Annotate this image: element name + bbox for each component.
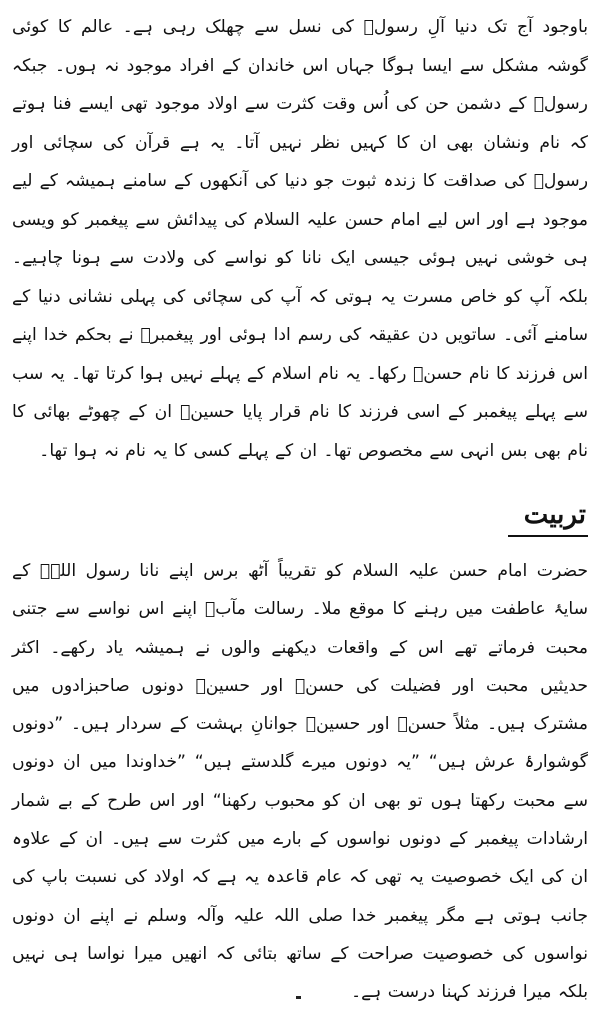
body-paragraph-2: حضرت امام حسن علیہ السلام کو تقریباً آٹھ برس اپنے نانا رسول اللہؐ کے سایۂ عاطفت میں رہنے کا موقع ملا۔ رسالت مآبؐ اپنے اس نواسے سے جتنی محبت فرماتے تھے اس کے واقعات دیکھنے والوں نے ہمیشہ یاد رکھے۔ اکثر حدیثیں محبت اور فضیلت کی حسنؑ اور حسینؑ دونوں صاحبزادوں میں مشترک ہیں۔ مثلاً حسنؑ اور حسینؑ جوانانِ بہشت کے سردار ہیں۔ ”دونوں گوشوارۂ عرش ہیں“ ”یہ دونوں میرے گلدستے ہیں“ ”خداوندا میں ان دونوں سے محبت رکھتا ہوں تو بھی ان کو محبوب رکھنا“ اور اس طرح کے بے شمار ارشادات پیغمبر کے دونوں نواسوں کے بارے میں کثرت سے ہیں۔ ان کے علاوہ ان کی ایک خصوصیت یہ تھی کہ عام قاعدہ یہ ہے کہ اولاد کی نسبت باپ کی جانب ہوتی ہے مگر پیغمبر خدا صلی اللہ علیہ وآلہ وسلم نے اپنے ان دونوں نواسوں کی خصوصیت صراحت کے ساتھ بتائی کہ انھیں میرا نواسا ہی نہیں بلکہ میرا فرزند کہنا درست ہے۔ (12, 561, 588, 1003)
body-paragraph-1: باوجود آج تک دنیا آلِ رسولؐ کی نسل سے چھلک رہی ہے۔ عالم کا کوئی گوشہ مشکل سے ایسا ہوگا جہاں اس خاندان کے افراد موجود نہ ہوں۔ جبکہ رسولؐ کے دشمن حن کی اُس وقت کثرت سے اولاد موجود تھی ایسے فنا ہوتے کہ نام ونشان بھی ان کا کہیں نظر نہیں آتا۔ یہ ہے قرآن کی سچائی اور رسولؐ کی صداقت کا زندہ ثبوت جو دنیا کی آنکھوں کے سامنے ہمیشہ کے لیے موجود ہے اور اس لیے امام حسن علیہ السلام کی پیدائش سے پیغمبر کو ویسی ہی خوشی نہیں ہوئی جیسی ایک نانا کو نواسے کی ولادت سے ہونا چاہیے۔ بلکہ آپ کو خاص مسرت یہ ہوتی کہ آپ کی سچائی کی پہلی نشانی دنیا کے سامنے آئی۔ ساتویں دن عقیقہ کی رسم ادا ہوئی اور پیغمبرؐ نے بحکم خدا اپنے اس فرزند کا نام حسنؑ رکھا۔ یہ نام اسلام کے پہلے نہیں ہوا کرتا تھا۔ یہ سب سے پہلے پیغمبر کے اسی فرزند کا نام قرار پایا حسینؑ ان کے چھوٹے بھائی کا نام بھی بس انہی سے مخصوص تھا۔ ان کے پہلے کسی کا یہ نام نہ ہوا تھا۔ (12, 17, 588, 461)
section-heading-block (12, 490, 588, 552)
section-heading: تربیت (523, 500, 586, 530)
heading-underline (508, 535, 588, 537)
page-mark (296, 996, 301, 999)
